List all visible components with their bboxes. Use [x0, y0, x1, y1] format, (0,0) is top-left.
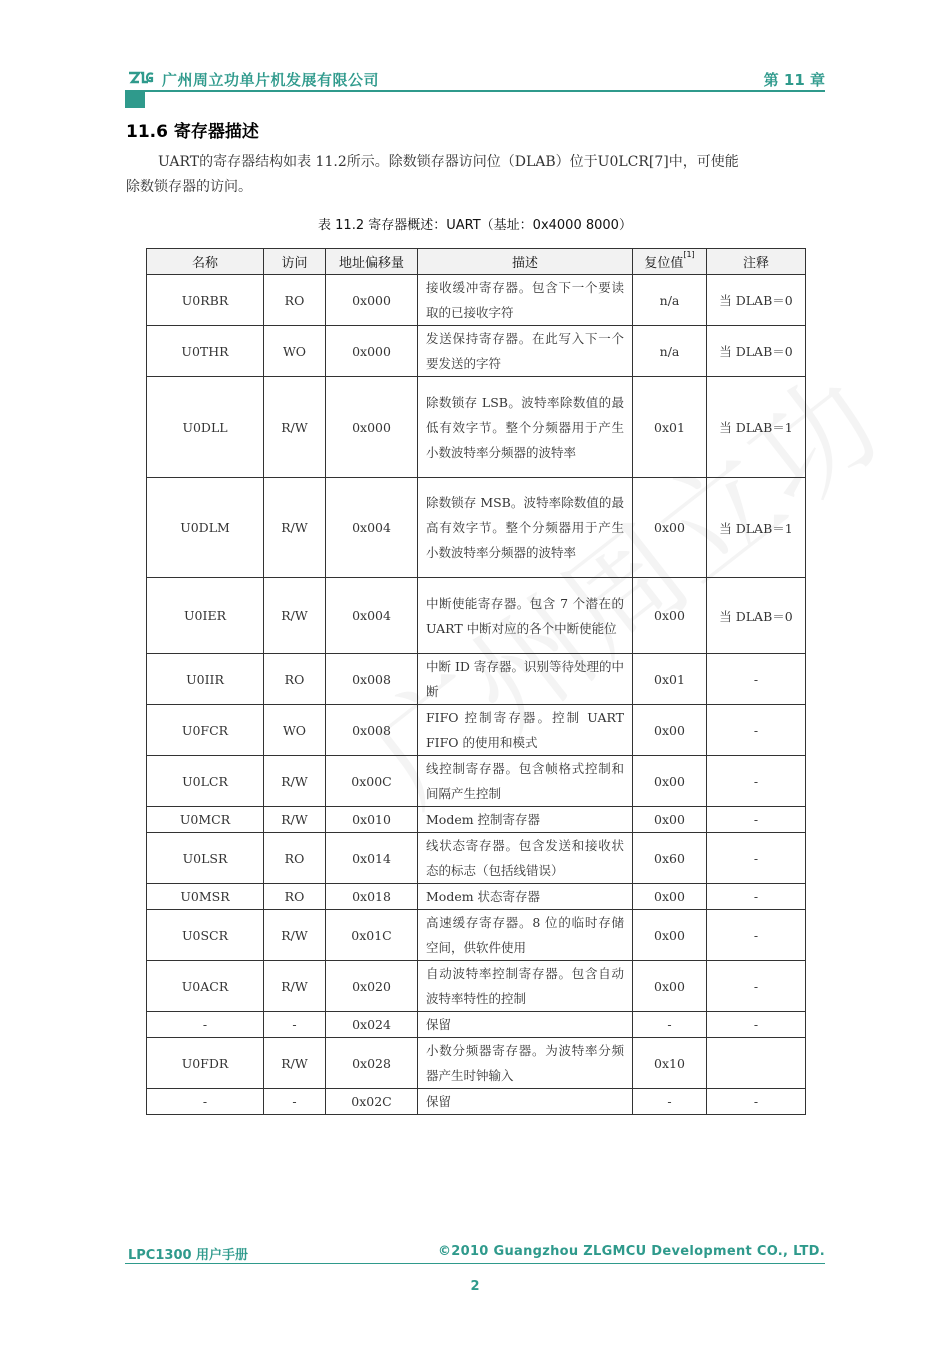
footnote-marker: [1] [683, 250, 695, 259]
cell-note: 当 DLAB＝0 [707, 326, 806, 377]
cell-reset: 0x00 [633, 578, 707, 654]
table-header-row [147, 249, 806, 275]
cell-access: WO [264, 326, 326, 377]
cell-desc: 线状态寄存器。包含发送和接收状态的标志（包括线错误） [418, 833, 633, 884]
cell-offset: 0x02C [326, 1089, 418, 1115]
cell-access: R/W [264, 756, 326, 807]
cell-offset: 0x028 [326, 1038, 418, 1089]
cell-reset: 0x00 [633, 910, 707, 961]
cell-offset: 0x000 [326, 275, 418, 326]
cell-reset: 0x01 [633, 654, 707, 705]
cell-offset: 0x000 [326, 326, 418, 377]
cell-access: R/W [264, 578, 326, 654]
cell-note: 当 DLAB＝0 [707, 275, 806, 326]
cell-name: U0LSR [147, 833, 264, 884]
cell-access: R/W [264, 1038, 326, 1089]
page-number: 2 [470, 1279, 480, 1294]
chapter-label: 第 11 章 [763, 71, 825, 89]
table-row [147, 705, 806, 756]
table-row [147, 1038, 806, 1089]
cell-access: R/W [264, 807, 326, 833]
cell-reset: 0x00 [633, 961, 707, 1012]
table-row [147, 1089, 806, 1115]
cell-note [707, 1038, 806, 1089]
cell-offset: 0x008 [326, 654, 418, 705]
table-row [147, 910, 806, 961]
cell-reset: 0x00 [633, 807, 707, 833]
cell-desc: 除数锁存 MSB。波特率除数值的最高有效字节。整个分频器用于产生小数波特率分频器的波特率 [418, 478, 633, 578]
cell-access: R/W [264, 377, 326, 478]
cell-note: 当 DLAB＝1 [707, 377, 806, 478]
cell-access: RO [264, 275, 326, 326]
cell-note: - [707, 705, 806, 756]
cell-name: U0IIR [147, 654, 264, 705]
intro-paragraph [126, 150, 826, 200]
cell-name: U0MSR [147, 884, 264, 910]
cell-desc: 自动波特率控制寄存器。包含自动波特率特性的控制 [418, 961, 633, 1012]
cell-desc: 接收缓冲寄存器。包含下一个要读取的已接收字符 [418, 275, 633, 326]
cell-name: U0MCR [147, 807, 264, 833]
cell-note: - [707, 654, 806, 705]
table-row [147, 578, 806, 654]
cell-access: R/W [264, 910, 326, 961]
cell-reset: 0x00 [633, 884, 707, 910]
table-row [147, 377, 806, 478]
cell-reset: 0x60 [633, 833, 707, 884]
table-caption: 表 11.2 寄存器概述：UART（基址：0x4000 8000） [318, 218, 632, 233]
cell-reset: n/a [633, 275, 707, 326]
cell-offset: 0x014 [326, 833, 418, 884]
cell-name: U0LCR [147, 756, 264, 807]
cell-desc: 发送保持寄存器。在此写入下一个要发送的字符 [418, 326, 633, 377]
cell-name: U0DLM [147, 478, 264, 578]
footer-copyright: ©2010 Guangzhou ZLGMCU Development CO., LTD. [437, 1244, 825, 1259]
col-header-desc: 描述 [418, 249, 633, 275]
cell-reset: - [633, 1089, 707, 1115]
cell-desc: 中断 ID 寄存器。识别等待处理的中断 [418, 654, 633, 705]
cell-offset: 0x00C [326, 756, 418, 807]
header-divider [125, 90, 825, 92]
cell-name: U0THR [147, 326, 264, 377]
cell-note: - [707, 1012, 806, 1038]
cell-note: 当 DLAB＝0 [707, 578, 806, 654]
table-row [147, 884, 806, 910]
cell-reset: 0x00 [633, 756, 707, 807]
cell-offset: 0x004 [326, 578, 418, 654]
cell-offset: 0x024 [326, 1012, 418, 1038]
cell-access: RO [264, 833, 326, 884]
table-row [147, 654, 806, 705]
cell-name: U0RBR [147, 275, 264, 326]
cell-offset: 0x018 [326, 884, 418, 910]
cell-desc: 中断使能寄存器。包含 7 个潜在的 UART 中断对应的各个中断使能位 [418, 578, 633, 654]
cell-access: RO [264, 884, 326, 910]
table-row [147, 961, 806, 1012]
cell-desc: 除数锁存 LSB。波特率除数值的最低有效字节。整个分频器用于产生小数波特率分频器的波特率 [418, 377, 633, 478]
cell-note: - [707, 756, 806, 807]
table-row [147, 1012, 806, 1038]
cell-desc: FIFO 控制寄存器。控制 UART FIFO 的使用和模式 [418, 705, 633, 756]
header-accent-block [125, 92, 159, 108]
col-header-name: 名称 [147, 249, 264, 275]
cell-note: - [707, 1089, 806, 1115]
cell-desc: 保留 [418, 1012, 633, 1038]
cell-note: - [707, 884, 806, 910]
table-row [147, 478, 806, 578]
col-header-offset: 地址偏移量 [326, 249, 418, 275]
cell-reset: 0x10 [633, 1038, 707, 1089]
cell-offset: 0x020 [326, 961, 418, 1012]
zlg-logo-icon [128, 70, 154, 86]
cell-name: U0FCR [147, 705, 264, 756]
table-row [147, 756, 806, 807]
cell-access: - [264, 1089, 326, 1115]
cell-note: - [707, 833, 806, 884]
footer-manual-title: LPC1300 用户手册 [128, 1248, 249, 1263]
cell-offset: 0x008 [326, 705, 418, 756]
cell-name: U0SCR [147, 910, 264, 961]
cell-access: WO [264, 705, 326, 756]
cell-note: - [707, 961, 806, 1012]
table-row [147, 807, 806, 833]
cell-note: - [707, 910, 806, 961]
cell-reset: 0x00 [633, 705, 707, 756]
table-row [147, 275, 806, 326]
cell-access: RO [264, 654, 326, 705]
col-header-reset [633, 249, 707, 275]
cell-name: - [147, 1089, 264, 1115]
cell-desc: 保留 [418, 1089, 633, 1115]
col-header-access: 访问 [264, 249, 326, 275]
cell-name: U0ACR [147, 961, 264, 1012]
cell-name: U0IER [147, 578, 264, 654]
intro-paragraph-line2: 除数锁存器的访问。 [126, 179, 252, 195]
cell-offset: 0x010 [326, 807, 418, 833]
cell-name: U0FDR [147, 1038, 264, 1089]
cell-note: - [707, 807, 806, 833]
cell-desc: 线控制寄存器。包含帧格式控制和间隔产生控制 [418, 756, 633, 807]
cell-reset: 0x00 [633, 478, 707, 578]
cell-desc: Modem 状态寄存器 [418, 884, 633, 910]
cell-note: 当 DLAB＝1 [707, 478, 806, 578]
register-table [146, 248, 806, 1115]
cell-access: R/W [264, 478, 326, 578]
cell-name: - [147, 1012, 264, 1038]
cell-offset: 0x004 [326, 478, 418, 578]
cell-access: R/W [264, 961, 326, 1012]
cell-desc: Modem 控制寄存器 [418, 807, 633, 833]
cell-reset: 0x01 [633, 377, 707, 478]
section-title: 11.6 寄存器描述 [126, 122, 259, 142]
col-header-reset-label: 复位值 [644, 256, 684, 271]
table-row [147, 326, 806, 377]
cell-access: - [264, 1012, 326, 1038]
cell-reset: - [633, 1012, 707, 1038]
cell-desc: 高速缓存寄存器。8 位的临时存储空间，供软件使用 [418, 910, 633, 961]
cell-name: U0DLL [147, 377, 264, 478]
cell-offset: 0x01C [326, 910, 418, 961]
cell-desc: 小数分频器寄存器。为波特率分频器产生时钟输入 [418, 1038, 633, 1089]
cell-offset: 0x000 [326, 377, 418, 478]
col-header-note: 注释 [707, 249, 806, 275]
intro-paragraph-line1: UART的寄存器结构如表 11.2所示。除数锁存器访问位（DLAB）位于U0LCR[7]中，可使能 [158, 154, 739, 170]
cell-reset: n/a [633, 326, 707, 377]
table-row [147, 833, 806, 884]
company-name: 广州周立功单片机发展有限公司 [162, 71, 380, 89]
footer-divider [125, 1263, 825, 1264]
